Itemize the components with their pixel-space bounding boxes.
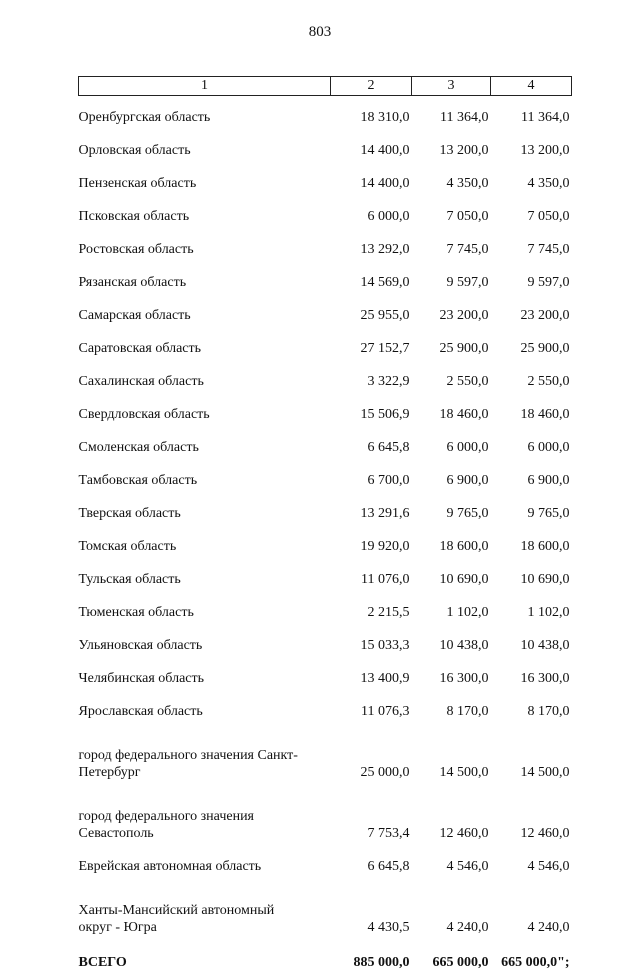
table-row: [79, 527, 572, 560]
value-col2: 6 000,0: [331, 197, 412, 230]
region-name: [79, 725, 331, 786]
value-col4: 1 102,0: [491, 593, 572, 626]
table-row: [79, 494, 572, 527]
total-row: [79, 941, 572, 976]
value-col3: 14 500,0: [412, 725, 491, 786]
table-body: [79, 96, 572, 976]
value-col3: 11 364,0: [412, 96, 491, 132]
total-col4: 665 000,0";: [491, 941, 572, 976]
header-row: [79, 77, 572, 96]
value-col2: 2 215,5: [331, 593, 412, 626]
region-name: Тюменская область: [79, 593, 331, 626]
value-col3: 4 350,0: [412, 164, 491, 197]
value-col3: 9 597,0: [412, 263, 491, 296]
value-col3: 16 300,0: [412, 659, 491, 692]
value-col4: 11 364,0: [491, 96, 572, 132]
value-col4: 4 546,0: [491, 847, 572, 880]
value-col3: 7 050,0: [412, 197, 491, 230]
value-col3: 18 600,0: [412, 527, 491, 560]
table-header: [79, 77, 572, 96]
table-row: [79, 461, 572, 494]
value-col2: 14 569,0: [331, 263, 412, 296]
value-col4: 18 600,0: [491, 527, 572, 560]
value-col2: 14 400,0: [331, 131, 412, 164]
region-name-line1: город федерального значения: [79, 808, 329, 825]
table-row: [79, 847, 572, 880]
region-name-line2: Петербург: [79, 764, 329, 781]
total-col2: 885 000,0: [331, 941, 412, 976]
value-col2: 13 400,9: [331, 659, 412, 692]
region-name: Сахалинская область: [79, 362, 331, 395]
region-name: Ростовская область: [79, 230, 331, 263]
table-row: [79, 329, 572, 362]
region-name: Рязанская область: [79, 263, 331, 296]
value-col4: 6 900,0: [491, 461, 572, 494]
value-col2: 13 291,6: [331, 494, 412, 527]
region-name: [79, 786, 331, 847]
value-col3: 18 460,0: [412, 395, 491, 428]
value-col2: 25 955,0: [331, 296, 412, 329]
value-col2: 7 753,4: [331, 786, 412, 847]
value-col4: 13 200,0: [491, 131, 572, 164]
table-row: [79, 560, 572, 593]
region-name: Томская область: [79, 527, 331, 560]
table-row: [79, 296, 572, 329]
value-col2: 6 645,8: [331, 847, 412, 880]
table-row: [79, 395, 572, 428]
table-row: [79, 880, 572, 941]
table-row: [79, 626, 572, 659]
table-row: [79, 362, 572, 395]
value-col2: 4 430,5: [331, 880, 412, 941]
value-col4: 12 460,0: [491, 786, 572, 847]
value-col4: 8 170,0: [491, 692, 572, 725]
total-label: ВСЕГО: [79, 941, 331, 976]
column-header-1: 1: [79, 77, 331, 96]
value-col4: 4 240,0: [491, 880, 572, 941]
value-col2: 6 645,8: [331, 428, 412, 461]
value-col2: 11 076,3: [331, 692, 412, 725]
region-name: Тамбовская область: [79, 461, 331, 494]
total-col3: 665 000,0: [412, 941, 491, 976]
value-col3: 23 200,0: [412, 296, 491, 329]
region-name: Смоленская область: [79, 428, 331, 461]
region-name: Пензенская область: [79, 164, 331, 197]
allocation-table: [78, 76, 572, 976]
column-header-2: 2: [331, 77, 412, 96]
region-name-line1: город федерального значения Санкт-: [79, 747, 329, 764]
page-number: 803: [0, 24, 640, 41]
value-col2: 18 310,0: [331, 96, 412, 132]
table-row: [79, 593, 572, 626]
value-col4: 6 000,0: [491, 428, 572, 461]
value-col4: 16 300,0: [491, 659, 572, 692]
region-name: Самарская область: [79, 296, 331, 329]
value-col3: 10 690,0: [412, 560, 491, 593]
table-row: [79, 692, 572, 725]
value-col4: 7 745,0: [491, 230, 572, 263]
value-col4: 14 500,0: [491, 725, 572, 786]
value-col4: 23 200,0: [491, 296, 572, 329]
value-col3: 7 745,0: [412, 230, 491, 263]
region-name: Тверская область: [79, 494, 331, 527]
table-row: [79, 197, 572, 230]
value-col4: 25 900,0: [491, 329, 572, 362]
value-col3: 4 546,0: [412, 847, 491, 880]
region-name: Саратовская область: [79, 329, 331, 362]
region-name: Челябинская область: [79, 659, 331, 692]
value-col2: 25 000,0: [331, 725, 412, 786]
value-col3: 6 900,0: [412, 461, 491, 494]
value-col2: 11 076,0: [331, 560, 412, 593]
value-col4: 10 690,0: [491, 560, 572, 593]
value-col2: 3 322,9: [331, 362, 412, 395]
value-col2: 19 920,0: [331, 527, 412, 560]
table-row: [79, 96, 572, 132]
value-col2: 15 506,9: [331, 395, 412, 428]
value-col4: 4 350,0: [491, 164, 572, 197]
value-col4: 9 765,0: [491, 494, 572, 527]
region-name: Тульская область: [79, 560, 331, 593]
value-col3: 8 170,0: [412, 692, 491, 725]
region-name: [79, 880, 331, 941]
value-col3: 25 900,0: [412, 329, 491, 362]
table-row: [79, 659, 572, 692]
table-row: [79, 230, 572, 263]
value-col4: 18 460,0: [491, 395, 572, 428]
region-name: Орловская область: [79, 131, 331, 164]
region-name: Псковская область: [79, 197, 331, 230]
value-col3: 1 102,0: [412, 593, 491, 626]
region-name: Свердловская область: [79, 395, 331, 428]
region-name: Ярославская область: [79, 692, 331, 725]
value-col4: 7 050,0: [491, 197, 572, 230]
column-header-4: 4: [491, 77, 572, 96]
value-col2: 27 152,7: [331, 329, 412, 362]
region-name-line2: округ - Югра: [79, 919, 329, 936]
value-col2: 6 700,0: [331, 461, 412, 494]
region-name-line2: Севастополь: [79, 825, 329, 842]
table-row: [79, 725, 572, 786]
region-name: Ульяновская область: [79, 626, 331, 659]
region-name-line1: Ханты-Мансийский автономный: [79, 902, 329, 919]
value-col2: 14 400,0: [331, 164, 412, 197]
value-col3: 10 438,0: [412, 626, 491, 659]
value-col3: 6 000,0: [412, 428, 491, 461]
value-col3: 12 460,0: [412, 786, 491, 847]
value-col4: 10 438,0: [491, 626, 572, 659]
column-header-3: 3: [412, 77, 491, 96]
value-col4: 2 550,0: [491, 362, 572, 395]
table-row: [79, 263, 572, 296]
value-col3: 4 240,0: [412, 880, 491, 941]
value-col3: 2 550,0: [412, 362, 491, 395]
value-col2: 15 033,3: [331, 626, 412, 659]
table-row: [79, 786, 572, 847]
value-col4: 9 597,0: [491, 263, 572, 296]
table-row: [79, 428, 572, 461]
value-col3: 13 200,0: [412, 131, 491, 164]
value-col2: 13 292,0: [331, 230, 412, 263]
region-name: Оренбургская область: [79, 96, 331, 132]
table-row: [79, 164, 572, 197]
table-row: [79, 131, 572, 164]
region-name: Еврейская автономная область: [79, 847, 331, 880]
value-col3: 9 765,0: [412, 494, 491, 527]
